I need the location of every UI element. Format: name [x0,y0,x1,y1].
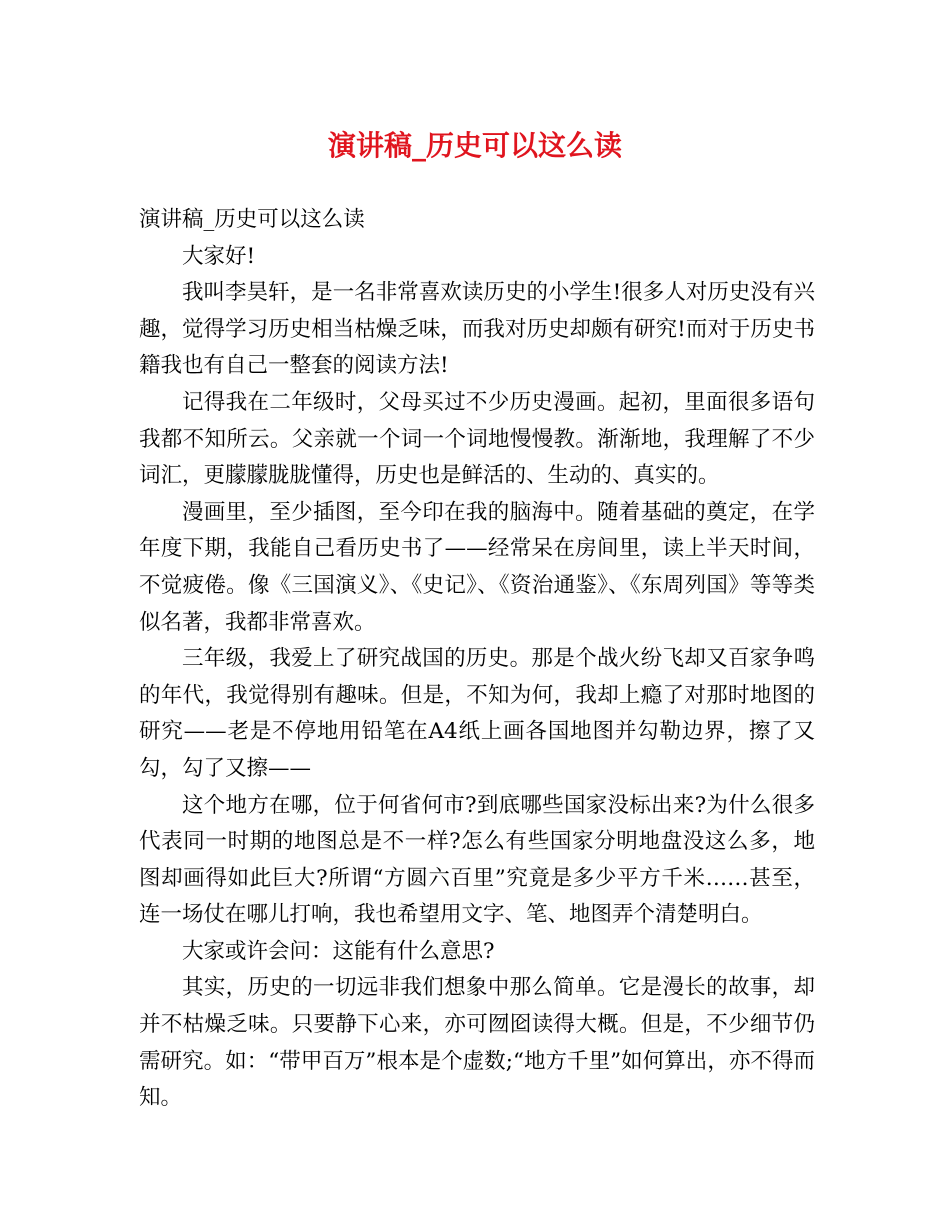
subtitle-line: 演讲稿_历史可以这么读 [139,207,365,232]
paragraph: 大家好! [182,243,256,269]
paragraph: 我叫李昊轩，是一名非常喜欢读历史的小学生!很多人对历史没有兴趣，觉得学习历史相当枯燥乏味，而我对历史却颇有研究!而对于历史书籍我也有自己一整套的阅读方法! [139,280,815,379]
paragraph: 三年级，我爱上了研究战国的历史。那是个战火纷飞却又百家争鸣的年代，我觉得别有趣味。但是，不知为何，我却上瘾了对那时地图的研究——老是不停地用铅笔在A4纸上画各国地图并勾勒边界，擦了又勾，勾了又擦—— [139,646,815,781]
paragraph: 这个地方在哪，位于何省何市?到底哪些国家没标出来?为什么很多代表同一时期的地图总是不一样?怎么有些国家分明地盘没这么多，地图却画得如此巨大?所谓“方圆六百里”究竟是多少平方千米……甚至，连一场仗在哪儿打响，我也希望用文字、笔、地图弄个清楚明白。 [139,792,815,928]
document-title: 演讲稿_历史可以这么读 [327,129,622,162]
paragraph: 大家或许会问：这能有什么意思? [182,938,495,964]
paragraph: 其实，历史的一切远非我们想象中那么简单。它是漫长的故事，却并不枯燥乏味。只要静下心来，亦可囫囵读得大概。但是，不少细节仍需研究。如：“带甲百万”根本是个虚数;“地方千里”如何算出，亦不得而知。 [139,975,815,1111]
paragraph: 漫画里，至少插图，至今印在我的脑海中。随着基础的奠定，在学年度下期，我能自己看历史书了——经常呆在房间里，读上半天时间，不觉疲倦。像《三国演义》、《史记》、《资治通鉴》、《东周列国》等等类似名著，我都非常喜欢。 [139,499,815,635]
paragraph: 记得我在二年级时，父母买过不少历史漫画。起初，里面很多语句我都不知所云。父亲就一个词一个词地慢慢教。渐渐地，我理解了不少词汇，更朦朦胧胧懂得，历史也是鲜活的、生动的、真实的。 [139,389,815,489]
document-body [139,202,815,1117]
